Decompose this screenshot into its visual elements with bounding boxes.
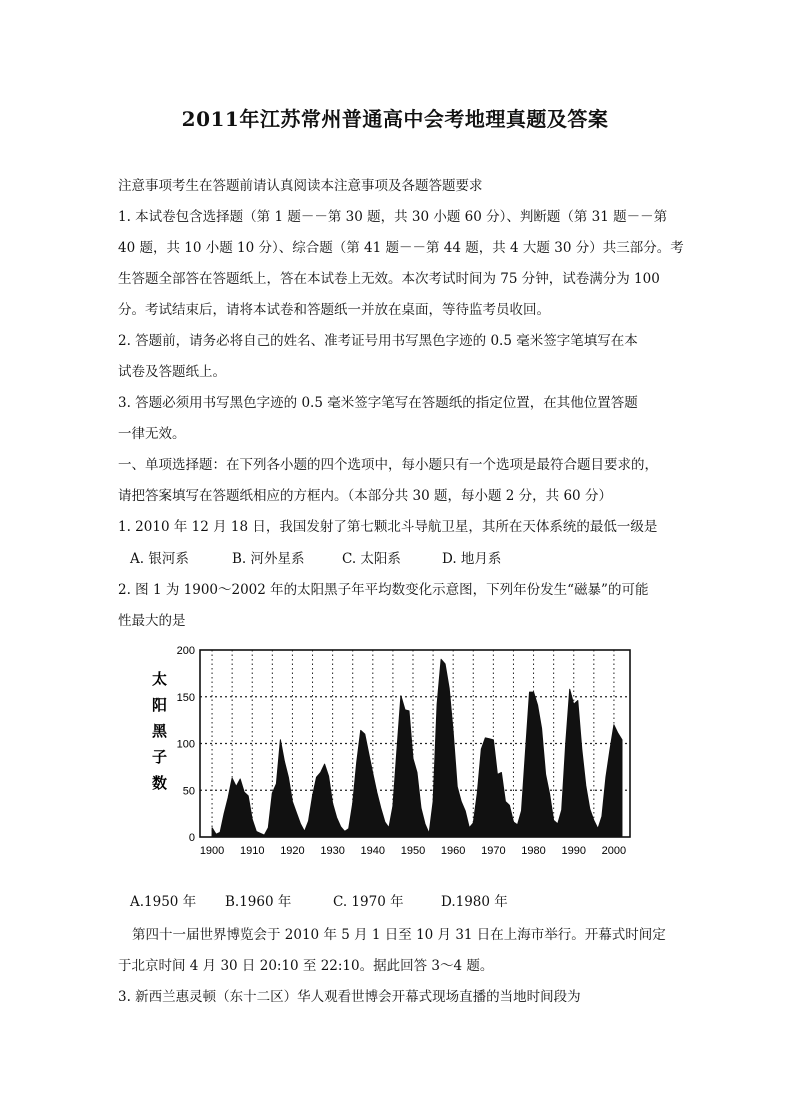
question-1: 1. 2010 年 12 月 18 日，我国发射了第七颗北斗导航卫星，其所在天体系统的最低一级是 [118, 519, 658, 535]
q2-options [130, 892, 508, 912]
q1-option-c: C. 太阳系 [342, 551, 401, 567]
x-tick-label: 1960 [440, 845, 466, 857]
q1-option-a: A. 银河系 [130, 551, 189, 567]
sunspot-chart [140, 640, 660, 870]
y-tick-label: 200 [176, 645, 195, 657]
x-tick-label: 1950 [400, 845, 426, 857]
y-tick-label: 100 [176, 738, 195, 751]
y-axis-label-char: 数 [152, 774, 168, 792]
x-tick-label: 2000 [601, 845, 627, 857]
paragraph-line: 生答题全部答在答题纸上，答在本试卷上无效。本次考试时间为 75 分钟，试卷满分为 100 [118, 271, 660, 287]
y-axis-label-char: 阳 [152, 696, 168, 714]
q1-option-d: D. 地月系 [442, 551, 502, 567]
question-2: 2. 图 1 为 1900～2002 年的太阳黑子年平均数变化示意图，下列年份发生“磁暴”的可能 [118, 582, 649, 598]
paragraph-line: 请把答案填写在答题纸相应的方框内。（本部分共 30 题，每小题 2 分，共 60 分） [118, 488, 612, 504]
x-tick-label: 1970 [481, 845, 506, 857]
paragraph-line: 1. 本试卷包含选择题（第 1 题－－第 30 题，共 30 小题 60 分）、判断题（第 31 题－－第 [118, 209, 668, 225]
q1-options [130, 549, 501, 569]
paragraph-line: 第四十一届世界博览会于 2010 年 5 月 1 日至 10 月 31 日在上海市举行。开幕式时间定 [132, 927, 666, 943]
q1-option-b: B. 河外星系 [232, 551, 305, 567]
x-tick-label: 1900 [199, 845, 225, 857]
paragraph-line: 3. 答题必须用书写黑色字迹的 0.5 毫米签字笔写在答题纸的指定位置，在其他位置答题 [118, 395, 638, 411]
paragraph-line: 40 题，共 10 小题 10 分）、综合题（第 41 题－－第 44 题，共 4 大题 30 分）共三部分。考 [118, 240, 684, 256]
x-tick-label: 1990 [561, 845, 586, 857]
paragraph-line: 一律无效。 [118, 426, 186, 442]
paragraph-line: 于北京时间 4 月 30 日 20:10 至 22:10。据此回答 3～4 题。 [118, 958, 494, 974]
x-tick-label: 1920 [280, 845, 305, 857]
y-tick-label: 0 [188, 832, 195, 844]
notice-heading: 注意事项考生在答题前请认真阅读本注意事项及各题答题要求 [118, 178, 483, 194]
paragraph-line: 试卷及答题纸上。 [118, 364, 226, 380]
q2-option-b: B.1960 年 [225, 894, 292, 910]
x-tick-label: 1940 [360, 845, 386, 857]
paragraph-line: 2. 答题前，请务必将自己的姓名、准考证号用书写黑色字迹的 0.5 毫米签字笔填写在本 [118, 333, 638, 349]
y-axis-label-char: 子 [152, 748, 168, 766]
x-tick-label: 1910 [240, 845, 265, 857]
sunspot-area [212, 659, 622, 837]
y-axis-label-char: 太 [152, 670, 168, 688]
sunspot-chart-svg [140, 640, 660, 870]
q2-option-d: D.1980 年 [441, 894, 508, 910]
paragraph-line: 性最大的是 [118, 613, 186, 629]
y-axis-label-char: 黑 [152, 722, 168, 740]
y-tick-label: 150 [176, 691, 195, 704]
section-heading: 一、单项选择题：在下列各小题的四个选项中，每小题只有一个选项是最符合题目要求的， [118, 457, 658, 473]
question-3: 3. 新西兰惠灵顿（东十二区）华人观看世博会开幕式现场直播的当地时间段为 [118, 989, 581, 1005]
q2-option-a: A.1950 年 [130, 894, 197, 910]
paragraph-line: 分。考试结束后，请将本试卷和答题纸一并放在桌面，等待监考员收回。 [118, 302, 550, 318]
page-title: 2011年江苏常州普通高中会考地理真题及答案 [181, 107, 609, 131]
q2-option-c: C. 1970 年 [333, 894, 404, 910]
y-tick-label: 50 [182, 785, 195, 798]
x-tick-label: 1980 [521, 845, 546, 857]
x-tick-label: 1930 [320, 845, 345, 857]
